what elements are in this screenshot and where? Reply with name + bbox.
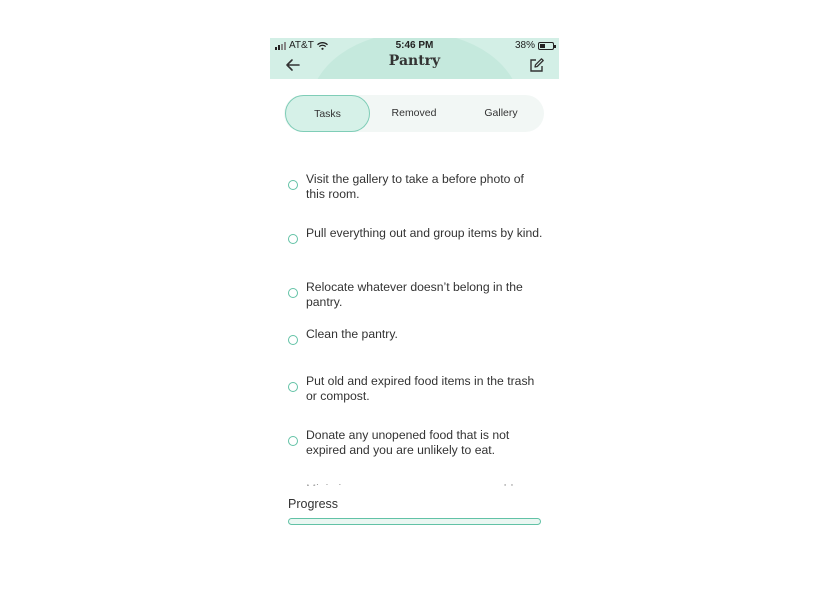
carrier-name: AT&T	[289, 40, 314, 51]
nav-row	[270, 52, 559, 79]
task-checkbox[interactable]	[288, 288, 298, 298]
task-text: Put old and expired food items in the trash or compost.	[306, 374, 535, 403]
task-checkbox[interactable]	[288, 436, 298, 446]
task-checkbox[interactable]	[288, 382, 298, 392]
task-text: Pull everything out and group items by kind.	[306, 226, 543, 240]
top-bar	[270, 38, 559, 79]
task-checkbox[interactable]	[288, 180, 298, 190]
task-text: Clean the pantry.	[306, 327, 398, 341]
task-checkbox[interactable]	[288, 335, 298, 345]
progress-label: Progress	[288, 497, 339, 511]
edit-icon[interactable]	[528, 57, 545, 74]
tab-removed[interactable]: Removed	[391, 107, 437, 119]
task-text: Visit the gallery to take a before photo of this room.	[306, 172, 524, 201]
tab-tasks[interactable]: Tasks	[285, 95, 370, 132]
progress-section	[270, 486, 559, 548]
progress-bar	[288, 518, 541, 525]
task-text: Relocate whatever doesn’t belong in the pantry.	[306, 280, 523, 309]
segmented-control	[284, 95, 544, 132]
phone-screen	[270, 38, 559, 548]
battery-percent: 38%	[514, 40, 535, 51]
battery-group	[515, 40, 554, 51]
task-checkbox[interactable]	[288, 234, 298, 244]
battery-icon	[538, 42, 554, 50]
tab-gallery[interactable]: Gallery	[484, 107, 518, 119]
task-text: Donate any unopened food that is not expired and you are unlikely to eat.	[306, 428, 510, 457]
status-time: 5:46 PM	[395, 40, 434, 51]
page-title: Pantry	[388, 53, 441, 69]
